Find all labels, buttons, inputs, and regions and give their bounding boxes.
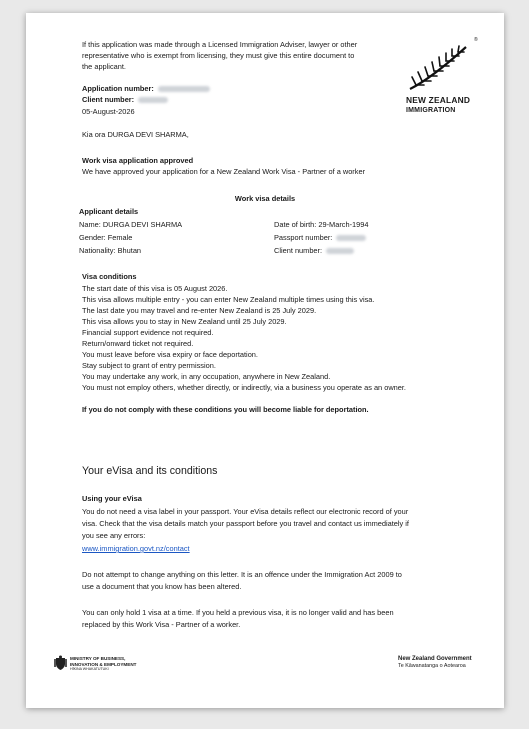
client-number-row: [82, 95, 168, 105]
application-number-label: Application number:: [82, 84, 154, 93]
client-number-redacted: [138, 97, 168, 103]
applicant-nationality: Nationality: Bhutan: [79, 246, 142, 255]
nz-government-mark: [398, 656, 472, 670]
using-evisa-heading: Using your eVisa: [82, 494, 142, 503]
application-number-row: [82, 84, 210, 94]
logo-name-line-2: IMMIGRATION: [406, 106, 456, 114]
mbie-line-2: INNOVATION & EMPLOYMENT: [70, 661, 137, 667]
applicant-name: Name: DURGA DEVI SHARMA: [79, 220, 183, 229]
registered-mark: ®: [474, 37, 478, 43]
details-client-number-label: Client number:: [274, 246, 323, 255]
contact-link[interactable]: www.immigration.govt.nz/contact: [82, 544, 190, 553]
gov-line-2: Te Kāwanatanga o Aotearoa: [398, 663, 466, 669]
applicant-dob: Date of birth: 29-March-1994: [274, 220, 369, 229]
mbie-logo: [54, 655, 144, 675]
silver-fern-icon: [406, 41, 482, 91]
evisa-paragraph-3-line-2: replaced by this Work Visa - Partner of a worker.: [82, 620, 241, 629]
condition-line: The last date you may travel and re-enter New Zealand is 25 July 2029.: [82, 306, 317, 315]
evisa-paragraph-1-line-2: visa. Check that the visa details match your passport before you travel and contact us immediately if: [82, 519, 409, 528]
approval-text: We have approved your application for a New Zealand Work Visa - Partner of a worker: [82, 167, 366, 176]
evisa-paragraph-3-line-1: You can only hold 1 visa at a time. If you held a previous visa, it is no longer valid and has been: [82, 608, 394, 617]
mbie-line-3: HĪKINA WHAKATUTUKI: [70, 667, 109, 671]
intro-line-2: representative who is exempt from licensing, they must give this entire document to: [82, 51, 355, 60]
condition-line: Financial support evidence not required.: [82, 328, 214, 337]
details-client-number-redacted: [326, 248, 354, 254]
client-number-label: Client number:: [82, 95, 135, 104]
coat-of-arms-icon: [54, 655, 67, 671]
evisa-paragraph-1-line-1: You do not need a visa label in your passport. Your eVisa details reflect our electronic record of your: [82, 507, 409, 516]
deportation-warning: If you do not comply with these conditions you will become liable for deportation.: [82, 405, 369, 414]
greeting: Kia ora DURGA DEVI SHARMA,: [82, 130, 189, 139]
passport-number-row: [274, 233, 366, 243]
mbie-line-1: MINISTRY OF BUSINESS,: [70, 656, 126, 661]
evisa-paragraph-2-line-1: Do not attempt to change anything on this letter. It is an offence under the Immigration Act 2009 to: [82, 570, 402, 579]
evisa-paragraph-2-line-2: use a document that you know has been altered.: [82, 582, 242, 591]
evisa-paragraph-1-line-3: you see any errors:: [82, 531, 146, 540]
logo-name-line-1: NEW ZEALAND: [406, 95, 471, 105]
details-client-number-row: [274, 246, 354, 256]
condition-line: Return/onward ticket not required.: [82, 339, 194, 348]
condition-line: Stay subject to grant of entry permission.: [82, 361, 216, 370]
visa-conditions-heading: Visa conditions: [82, 272, 137, 281]
applicant-details-heading: Applicant details: [79, 207, 139, 216]
nz-immigration-logo: [406, 37, 482, 115]
approval-heading: Work visa application approved: [82, 156, 194, 165]
passport-number-label: Passport number:: [274, 233, 333, 242]
intro-line-3: the applicant.: [82, 62, 126, 71]
letter-date: 05-August-2026: [82, 107, 135, 116]
application-number-redacted: [158, 86, 210, 92]
applicant-gender: Gender: Female: [79, 233, 133, 242]
condition-line: The start date of this visa is 05 August 2026.: [82, 284, 228, 293]
condition-line: This visa allows multiple entry - you can enter New Zealand multiple times using this visa.: [82, 295, 375, 304]
condition-line: You must not employ others, whether directly, or indirectly, via a business you operate as an owner.: [82, 383, 406, 392]
intro-line-1: If this application was made through a Licensed Immigration Adviser, lawyer or other: [82, 40, 358, 49]
details-section-title: Work visa details: [234, 194, 296, 203]
condition-line: You may undertake any work, in any occupation, anywhere in New Zealand.: [82, 372, 331, 381]
gov-line-1: New Zealand Government: [398, 656, 472, 662]
visa-letter-page: [26, 13, 504, 708]
evisa-title: Your eVisa and its conditions: [82, 465, 218, 477]
passport-number-redacted: [336, 235, 366, 241]
condition-line: This visa allows you to stay in New Zealand until 25 July 2029.: [82, 317, 287, 326]
condition-line: You must leave before visa expiry or face deportation.: [82, 350, 258, 359]
